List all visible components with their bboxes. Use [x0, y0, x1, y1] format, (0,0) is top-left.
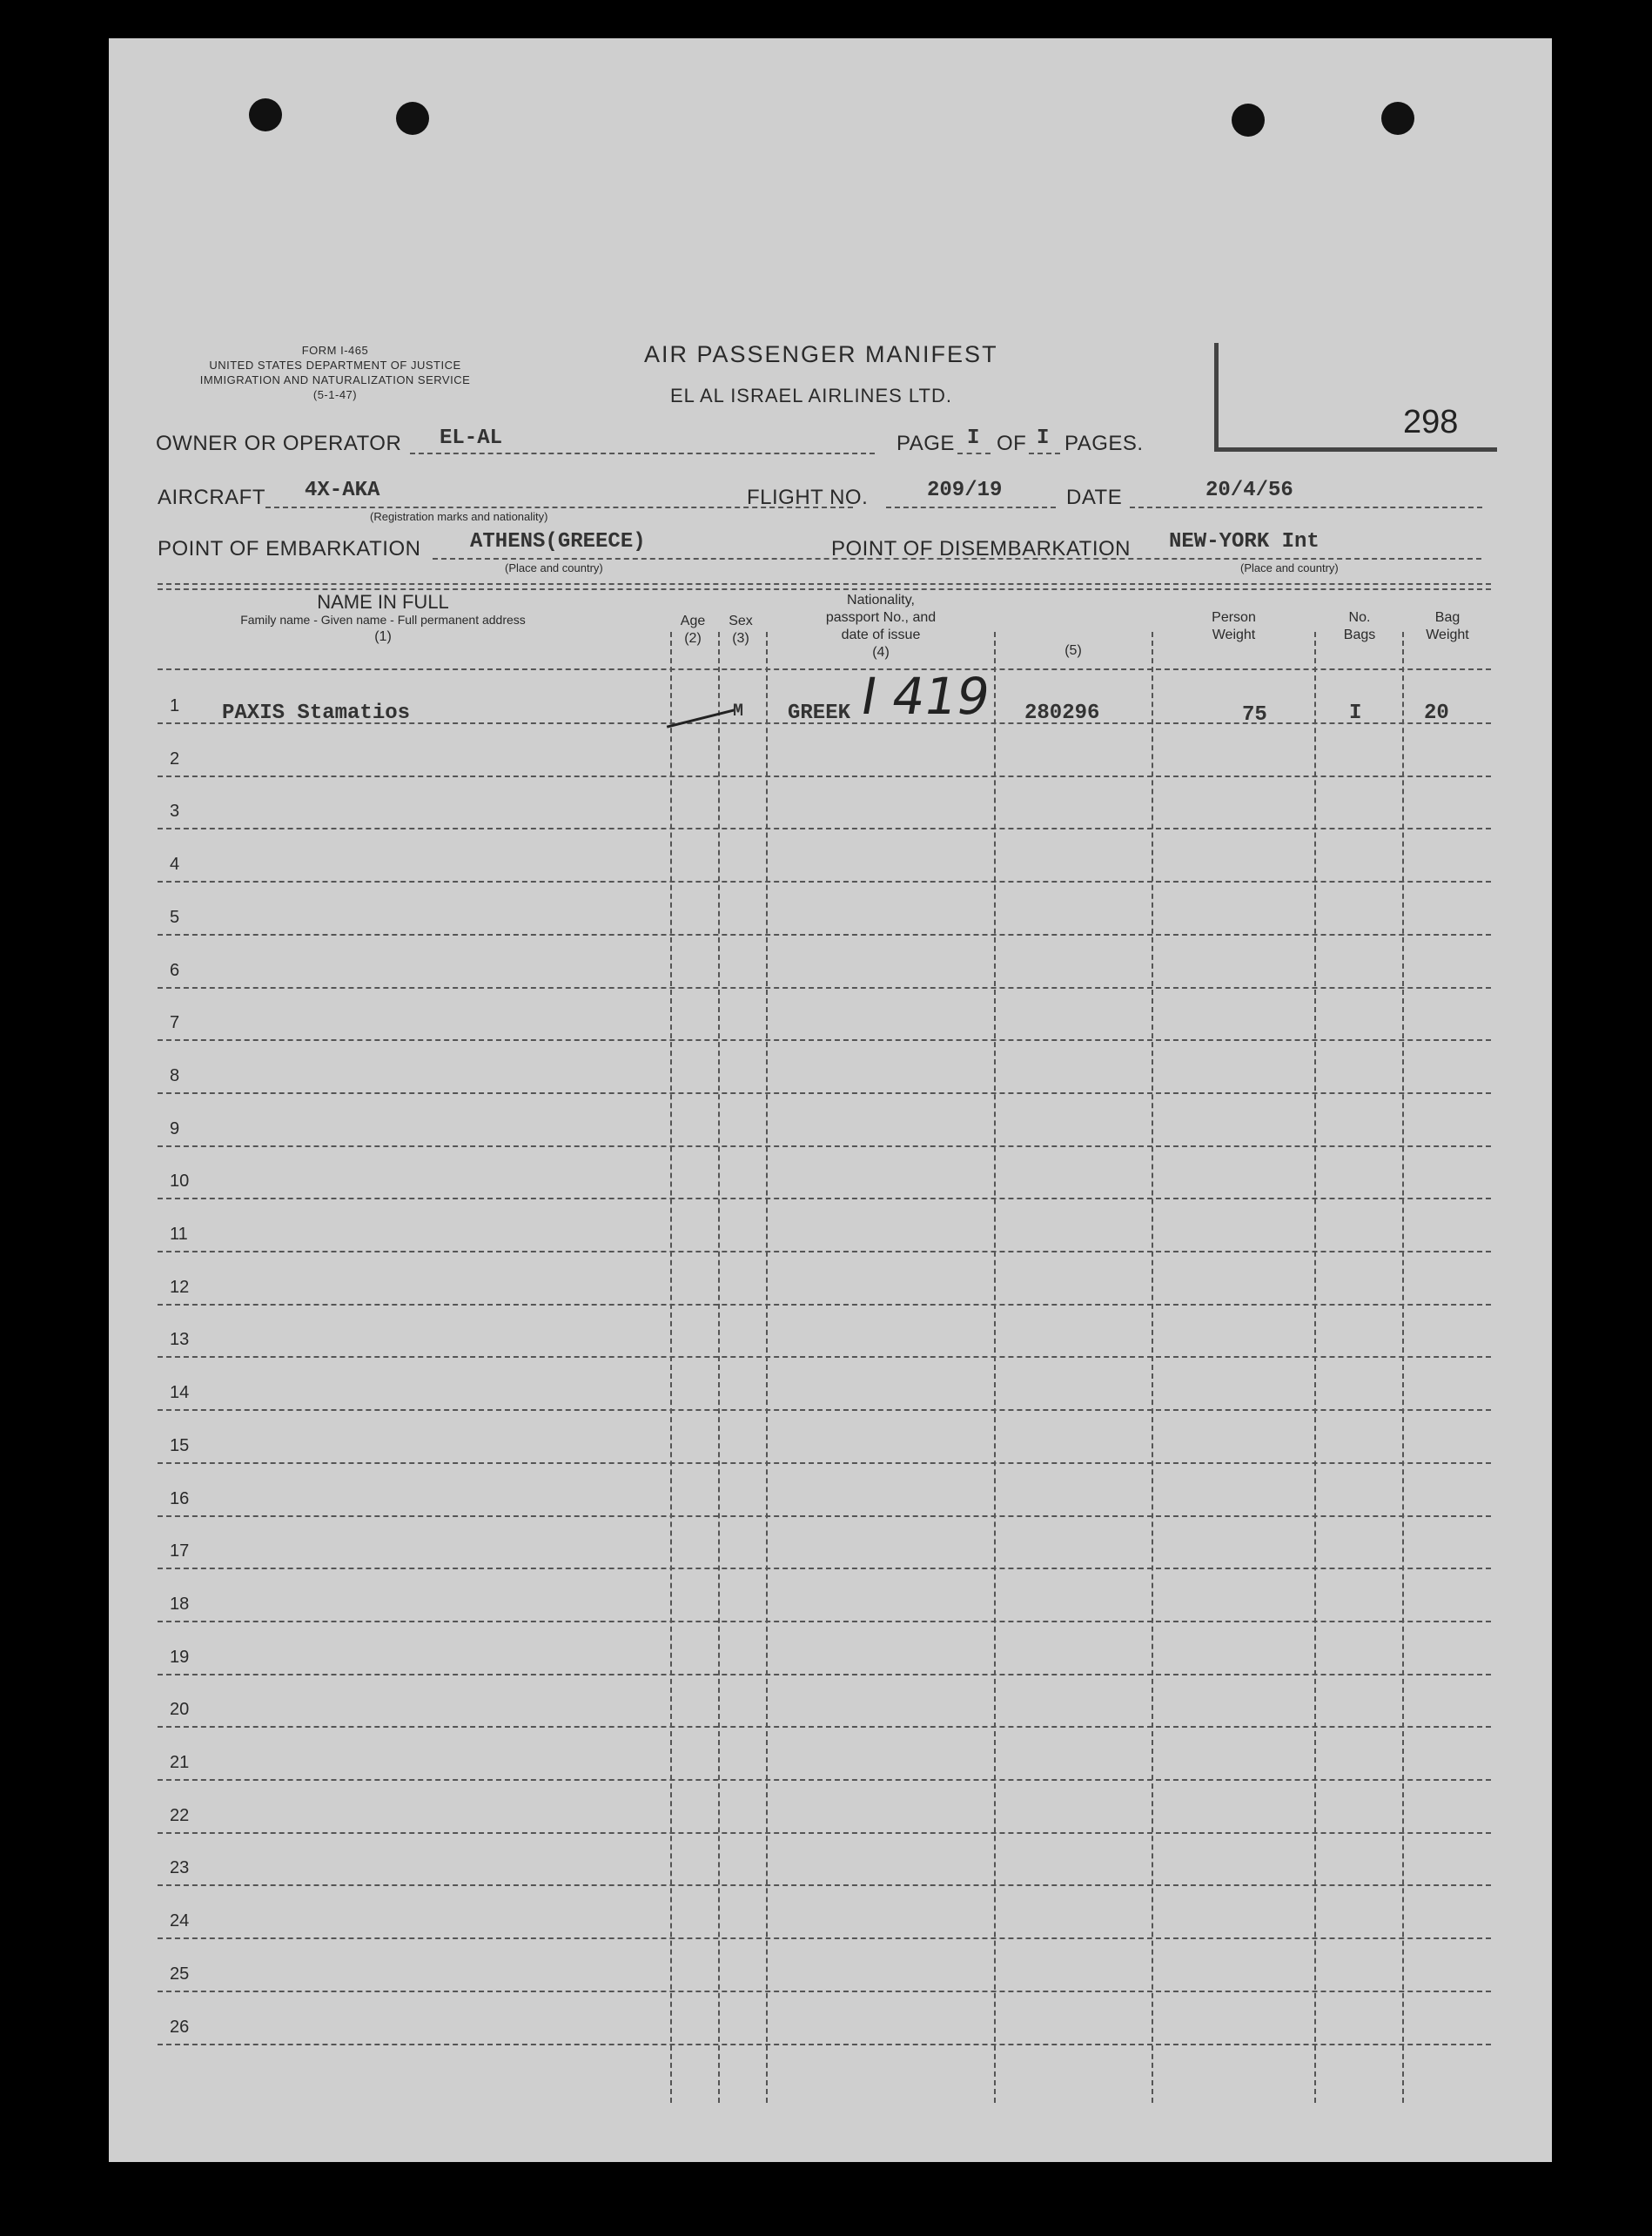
row-rule	[158, 828, 1491, 829]
row-number: 21	[170, 1753, 190, 1772]
row-number: 12	[170, 1278, 190, 1297]
row-rule	[158, 1304, 1491, 1306]
row-number: 9	[170, 1119, 180, 1138]
form-date: (5-1-47)	[312, 388, 358, 401]
col-divider-5	[994, 632, 996, 2103]
person-line2: Weight	[1212, 628, 1256, 642]
col-divider-sex	[718, 632, 720, 2103]
col-age-header	[671, 613, 715, 648]
nat-col-num: (4)	[872, 645, 890, 660]
flight-line	[886, 507, 1056, 508]
row-number: 2	[170, 749, 180, 769]
flight-label: FLIGHT NO.	[747, 486, 869, 509]
total-pages-value: I	[1037, 426, 1050, 450]
row-number: 13	[170, 1330, 190, 1349]
row-rule	[158, 1515, 1491, 1517]
manifest-page	[109, 38, 1552, 2162]
row-rule	[158, 1779, 1491, 1781]
row-number: 22	[170, 1806, 190, 1825]
punch-hole-2	[396, 102, 429, 135]
row-rule	[158, 1568, 1491, 1569]
row-rule	[158, 1251, 1491, 1252]
row-number: 23	[170, 1858, 190, 1877]
row-rule	[158, 1198, 1491, 1199]
row-rule	[158, 881, 1491, 883]
col-divider-bags	[1314, 632, 1316, 2103]
name-title: NAME IN FULL	[317, 591, 449, 613]
row1-nationality: GREEK	[788, 702, 851, 725]
owner-line	[410, 453, 875, 454]
of-label: OF	[997, 432, 1027, 455]
col-5-header	[995, 642, 1152, 660]
flight-value: 209/19	[927, 479, 1003, 502]
row-rule	[158, 987, 1491, 989]
punch-hole-1	[249, 98, 282, 131]
row-number: 1	[170, 696, 180, 715]
col-person-weight-header	[1153, 609, 1314, 644]
row-number: 11	[170, 1225, 188, 1244]
department-name: UNITED STATES DEPARTMENT OF JUSTICE	[209, 359, 461, 372]
bags-line2: Bags	[1343, 628, 1376, 642]
date-value: 20/4/56	[1205, 479, 1293, 502]
row1-name: PAXIS Stamatios	[222, 702, 411, 725]
owner-label: OWNER OR OPERATOR	[156, 432, 402, 455]
punch-hole-3	[1232, 104, 1265, 137]
form-number: FORM I-465	[301, 344, 369, 357]
airline-name: EL AL ISRAEL AIRLINES LTD.	[670, 385, 952, 406]
row-number: 26	[170, 2018, 190, 2037]
row-rule	[158, 1092, 1491, 1094]
aircraft-note: (Registration marks and nationality)	[370, 510, 548, 523]
aircraft-label: AIRCRAFT	[158, 486, 265, 509]
age-title: Age	[680, 614, 706, 628]
date-line	[1130, 507, 1482, 508]
row-number: 8	[170, 1066, 180, 1085]
row-rule	[158, 1726, 1491, 1728]
row1-bags: I	[1349, 702, 1362, 725]
name-col-num: (1)	[374, 629, 392, 644]
row-number: 24	[170, 1911, 190, 1930]
row-number: 17	[170, 1541, 190, 1561]
col-sex-header	[719, 613, 762, 648]
header-bottom-rule	[158, 668, 1491, 670]
row1-bag-weight: 20	[1424, 702, 1449, 725]
row-number: 19	[170, 1648, 190, 1667]
embarkation-label: POINT OF EMBARKATION	[158, 537, 421, 561]
age-col-num: (2)	[684, 631, 702, 646]
col-name-header	[161, 591, 605, 646]
col5-num: (5)	[1064, 643, 1082, 658]
date-label: DATE	[1066, 486, 1123, 509]
page-label: PAGE	[897, 432, 955, 455]
disembarkation-label: POINT OF DISEMBARKATION	[831, 537, 1131, 561]
row-rule	[158, 1674, 1491, 1675]
row-number: 20	[170, 1700, 190, 1719]
header-top-rule-2	[158, 588, 1491, 590]
col-divider-bag-weight	[1402, 632, 1404, 2103]
handwritten-annotation: I 419	[856, 667, 995, 726]
bags-line1: No.	[1348, 610, 1371, 625]
bagw-line1: Bag	[1434, 610, 1461, 625]
row-rule	[158, 1356, 1491, 1358]
nat-line2: passport No., and	[825, 610, 937, 625]
row-number: 25	[170, 1964, 190, 1984]
row-rule	[158, 1937, 1491, 1939]
form-id-block	[152, 343, 518, 402]
sex-col-num: (3)	[732, 631, 749, 646]
row-number: 14	[170, 1383, 190, 1402]
stamp-number: 298	[1403, 404, 1459, 440]
row-number: 18	[170, 1595, 190, 1614]
row1-col5: 280296	[1024, 702, 1100, 725]
col-nationality-header	[768, 592, 994, 661]
header-top-rule	[158, 583, 1491, 585]
page-line	[957, 453, 991, 454]
aircraft-value: 4X-AKA	[305, 479, 380, 502]
total-line	[1029, 453, 1060, 454]
col-bag-weight-header	[1404, 609, 1491, 644]
embarkation-note: (Place and country)	[505, 561, 603, 574]
row-rule	[158, 1039, 1491, 1041]
sex-title: Sex	[729, 614, 753, 628]
page-title: AIR PASSENGER MANIFEST	[644, 341, 998, 367]
page-value: I	[967, 426, 980, 450]
nat-line1: Nationality,	[847, 593, 915, 608]
col-divider-person-weight	[1152, 632, 1153, 2103]
row-rule	[158, 2044, 1491, 2045]
row-number: 16	[170, 1489, 190, 1508]
person-line1: Person	[1212, 610, 1256, 625]
row1-person-weight: 75	[1242, 703, 1267, 727]
row-rule	[158, 1884, 1491, 1886]
owner-value: EL-AL	[440, 426, 503, 450]
nat-line3: date of issue	[841, 628, 921, 642]
row-rule	[158, 1832, 1491, 1834]
row-number: 15	[170, 1436, 190, 1455]
bagw-line2: Weight	[1426, 628, 1469, 642]
row1-age-slash	[667, 708, 735, 728]
row-rule	[158, 1145, 1491, 1147]
row-rule	[158, 1991, 1491, 1992]
row-number: 5	[170, 908, 180, 927]
name-subtitle: Family name - Given name - Full permanent address	[240, 613, 526, 627]
disembarkation-value: NEW-YORK Int	[1169, 530, 1320, 554]
punch-hole-4	[1381, 102, 1414, 135]
row-rule	[158, 1409, 1491, 1411]
col-bags-header	[1316, 609, 1403, 644]
row-rule	[158, 1621, 1491, 1622]
col-divider-nationality	[766, 632, 768, 2103]
service-name: IMMIGRATION AND NATURALIZATION SERVICE	[199, 373, 471, 386]
col-divider-age	[670, 632, 672, 2103]
row-rule	[158, 1462, 1491, 1464]
row-rule	[158, 776, 1491, 777]
row-number: 7	[170, 1013, 180, 1032]
row1-sex: M	[733, 702, 744, 722]
row-number: 10	[170, 1172, 190, 1191]
pages-label: PAGES.	[1064, 432, 1144, 455]
row-number: 3	[170, 802, 180, 821]
embarkation-value: ATHENS(GREECE)	[470, 530, 646, 554]
row-rule	[158, 934, 1491, 936]
row-number: 6	[170, 961, 180, 980]
disembarkation-note: (Place and country)	[1240, 561, 1339, 574]
row-number: 4	[170, 855, 180, 874]
